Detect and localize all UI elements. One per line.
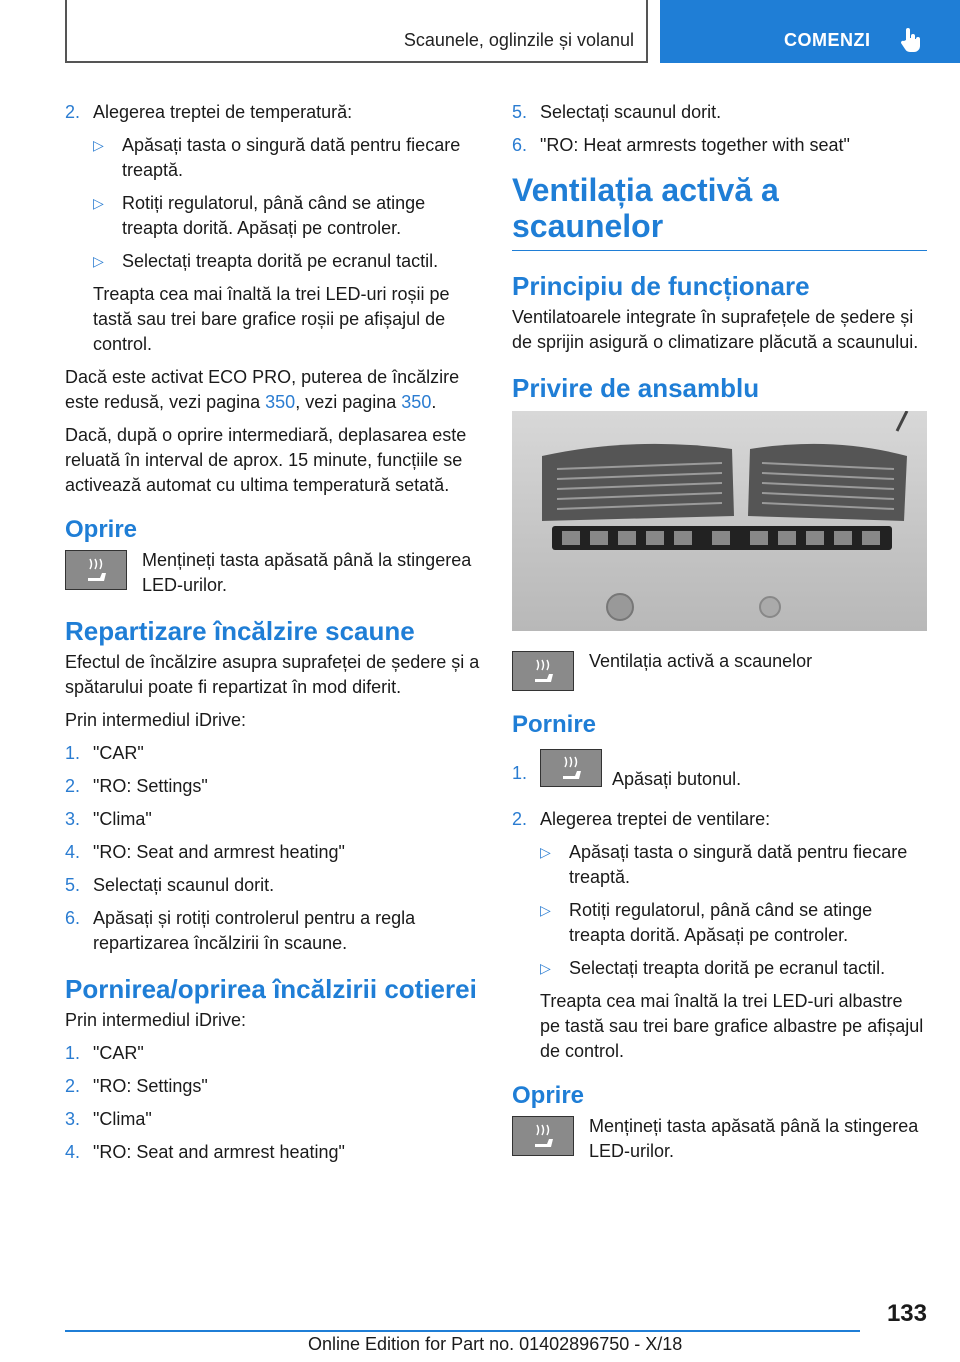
- list-item: 2. "RO: Settings": [65, 776, 208, 796]
- off-row: Mențineți tasta apăsată până la stingerea LED-urilor.: [512, 1114, 927, 1164]
- seat-ventilation-icon: [512, 651, 574, 691]
- seat-ventilation-icon: [512, 1116, 574, 1156]
- triangle-icon: ▷: [540, 960, 551, 976]
- list-item: ▷ Rotiți regulatorul, până când se atinge treapta dorită. Apăsați pe controler.: [93, 193, 426, 238]
- triangle-icon: ▷: [93, 137, 104, 153]
- list-item: 2. "RO: Settings": [65, 1076, 208, 1096]
- distrib-heading: Repartizare încălzire scaune: [65, 616, 415, 646]
- list-item: 1. Apăsați butonul.: [512, 761, 927, 799]
- eco-paragraph: Dacă este activat ECO PRO, puterea de încălzire este redusă, vezi pagina 350, vezi pagina 350.: [65, 367, 460, 412]
- page-link[interactable]: 350: [265, 392, 296, 412]
- triangle-icon: ▷: [540, 902, 551, 918]
- list-item: 6. Apăsați și rotiți controlerul pentru a regla repartizarea încălzirii în scaune.: [65, 908, 416, 953]
- overview-heading: Privire de ansamblu: [512, 373, 760, 403]
- tab-label: COMENZI: [784, 30, 871, 50]
- footer-divider: [65, 1330, 860, 1332]
- list-item: ▷ Apăsați tasta o singură dată pentru fiecare treaptă.: [93, 135, 461, 180]
- list-item: 2. Alegerea treptei de temperatură:: [65, 102, 353, 122]
- on-heading: Pornire: [512, 711, 597, 738]
- page-number: 133: [886, 1300, 927, 1327]
- list-item: 2. Alegerea treptei de ventilare:: [512, 809, 771, 829]
- principle-heading: Principiu de funcționare: [512, 271, 810, 301]
- list-item: 1. "CAR": [65, 743, 144, 763]
- off-heading: Oprire: [512, 1082, 585, 1109]
- triangle-icon: ▷: [93, 253, 104, 269]
- armrest-heading: Pornirea/oprirea încălzirii cotierei: [65, 974, 477, 1004]
- list-item: ▷ Selectați treapta dorită pe ecranul tactil.: [512, 956, 927, 981]
- climate-panel-photo: [512, 411, 927, 631]
- list-item: 1. "CAR": [65, 1043, 144, 1063]
- list-item: 5. Selectați scaunul dorit.: [65, 875, 275, 895]
- triangle-icon: ▷: [93, 195, 104, 211]
- list-item: 5. Selectați scaunul dorit.: [512, 102, 722, 122]
- off-heading: Oprire: [65, 516, 138, 543]
- vent-label-row: Ventilația activă a scaunelor: [512, 649, 927, 693]
- right-column: 5. Selectați scaunul dorit. 6. "RO: Heat armrests together with seat" Ventilația activă a scaunelor Principiu de funcționare Ventilatoarele integrate în suprafețele de ședere și de sprijin asigură o climatizare plăcută a scaunului. Privire de ansamblu Ventilația activă a scaunelor Pornire 1. Apăsați butonul. 2. Alegerea treptei de ventilare: ▷ Apăsați tasta o singură dată pentru fiecare treaptă. ▷ Rotiți regulatorul, până când se atinge treapta dorită. Apăsați pe controler. ▷ Selectați treapta dorită pe ecranul tactil. Treapta cea mai înaltă la trei LED-uri albastre pe tastă sau trei bare grafice albastre pe afișajul de control. Oprire Mențineți tasta apăsată până la stingerea LED-urilor.: [512, 100, 927, 1174]
- page-link[interactable]: 350: [401, 392, 432, 412]
- list-item: ▷ Rotiți regulatorul, până când se atinge treapta dorită. Apăsați pe controler.: [540, 900, 873, 945]
- main-heading: Ventilația activă a scaunelor: [512, 172, 927, 251]
- section-title: Scaunele, oglinzile și volanul: [403, 30, 634, 50]
- list-item: 4. "RO: Seat and armrest heating": [65, 1142, 345, 1162]
- list-item: ▷ Selectați treapta dorită pe ecranul tactil.: [65, 249, 480, 274]
- header-section: [65, 0, 648, 63]
- seat-ventilation-icon: [540, 749, 602, 787]
- header-tab[interactable]: [660, 0, 960, 63]
- triangle-icon: ▷: [540, 844, 551, 860]
- list-item: ▷ Apăsați tasta o singură dată pentru fiecare treaptă.: [540, 842, 908, 887]
- list-item: 3. "Clima": [65, 809, 152, 829]
- list-item: 4. "RO: Seat and armrest heating": [65, 842, 345, 862]
- off-row: Mențineți tasta apăsată până la stingerea LED-urilor.: [65, 548, 480, 598]
- step-note: Treapta cea mai înaltă la trei LED-uri roșii pe tastă sau trei bare grafice roșii pe afișajul de control.: [93, 284, 450, 354]
- edition-text: Online Edition for Part no. 01402896750 - X/18: [308, 1334, 683, 1354]
- seat-heating-icon: [65, 550, 127, 590]
- resume-paragraph: Dacă, după o oprire intermediară, deplasarea este reluată în interval de aprox. 15 minute, funcțiile se activează automat cu ultima temperatură setată.: [65, 425, 467, 495]
- left-column: 2. Alegerea treptei de temperatură: ▷ Apăsați tasta o singură dată pentru fiecare treaptă. ▷ Rotiți regulatorul, până când se atinge treapta dorită. Apăsați pe controler. ▷ Selectați treapta dorită pe ecranul tactil. Treapta cea mai înaltă la trei LED-uri roșii pe tastă sau trei bare grafice roșii pe afișajul de control. Dacă este activat ECO PRO, puterea de încălzire este redusă, vezi pagina 350, vezi pagina 350. Dacă, după o oprire intermediară, deplasarea este reluată în interval de aprox. 15 minute, funcțiile se activează automat cu ultima temperatură setată. Oprire Mențineți tasta apăsată până la stingerea LED-urilor. Repartizare încălzire scaune Efectul de încălzire asupra suprafeței de ședere și a spătarului poate fi repartizat în mod diferit. Prin intermediul iDrive: 1. "CAR" 2. "RO: Settings" 3. "Clima" 4. "RO: Seat and armrest heating" 5. Selectați scaunul dorit. 6. Apăsați și rotiți controlerul pentru a regla repartizarea încălzirii în scaune. Pornirea/oprirea încălzirii cotierei Prin intermediul iDrive: 1. "CAR" 2. "RO: Settings" 3. "Clima" 4. "RO: Seat and armrest heating": [65, 100, 480, 1173]
- list-item: 3. "Clima": [65, 1109, 152, 1129]
- hand-pointer-icon: [897, 26, 925, 54]
- list-item: 6. "RO: Heat armrests together with seat": [512, 135, 850, 155]
